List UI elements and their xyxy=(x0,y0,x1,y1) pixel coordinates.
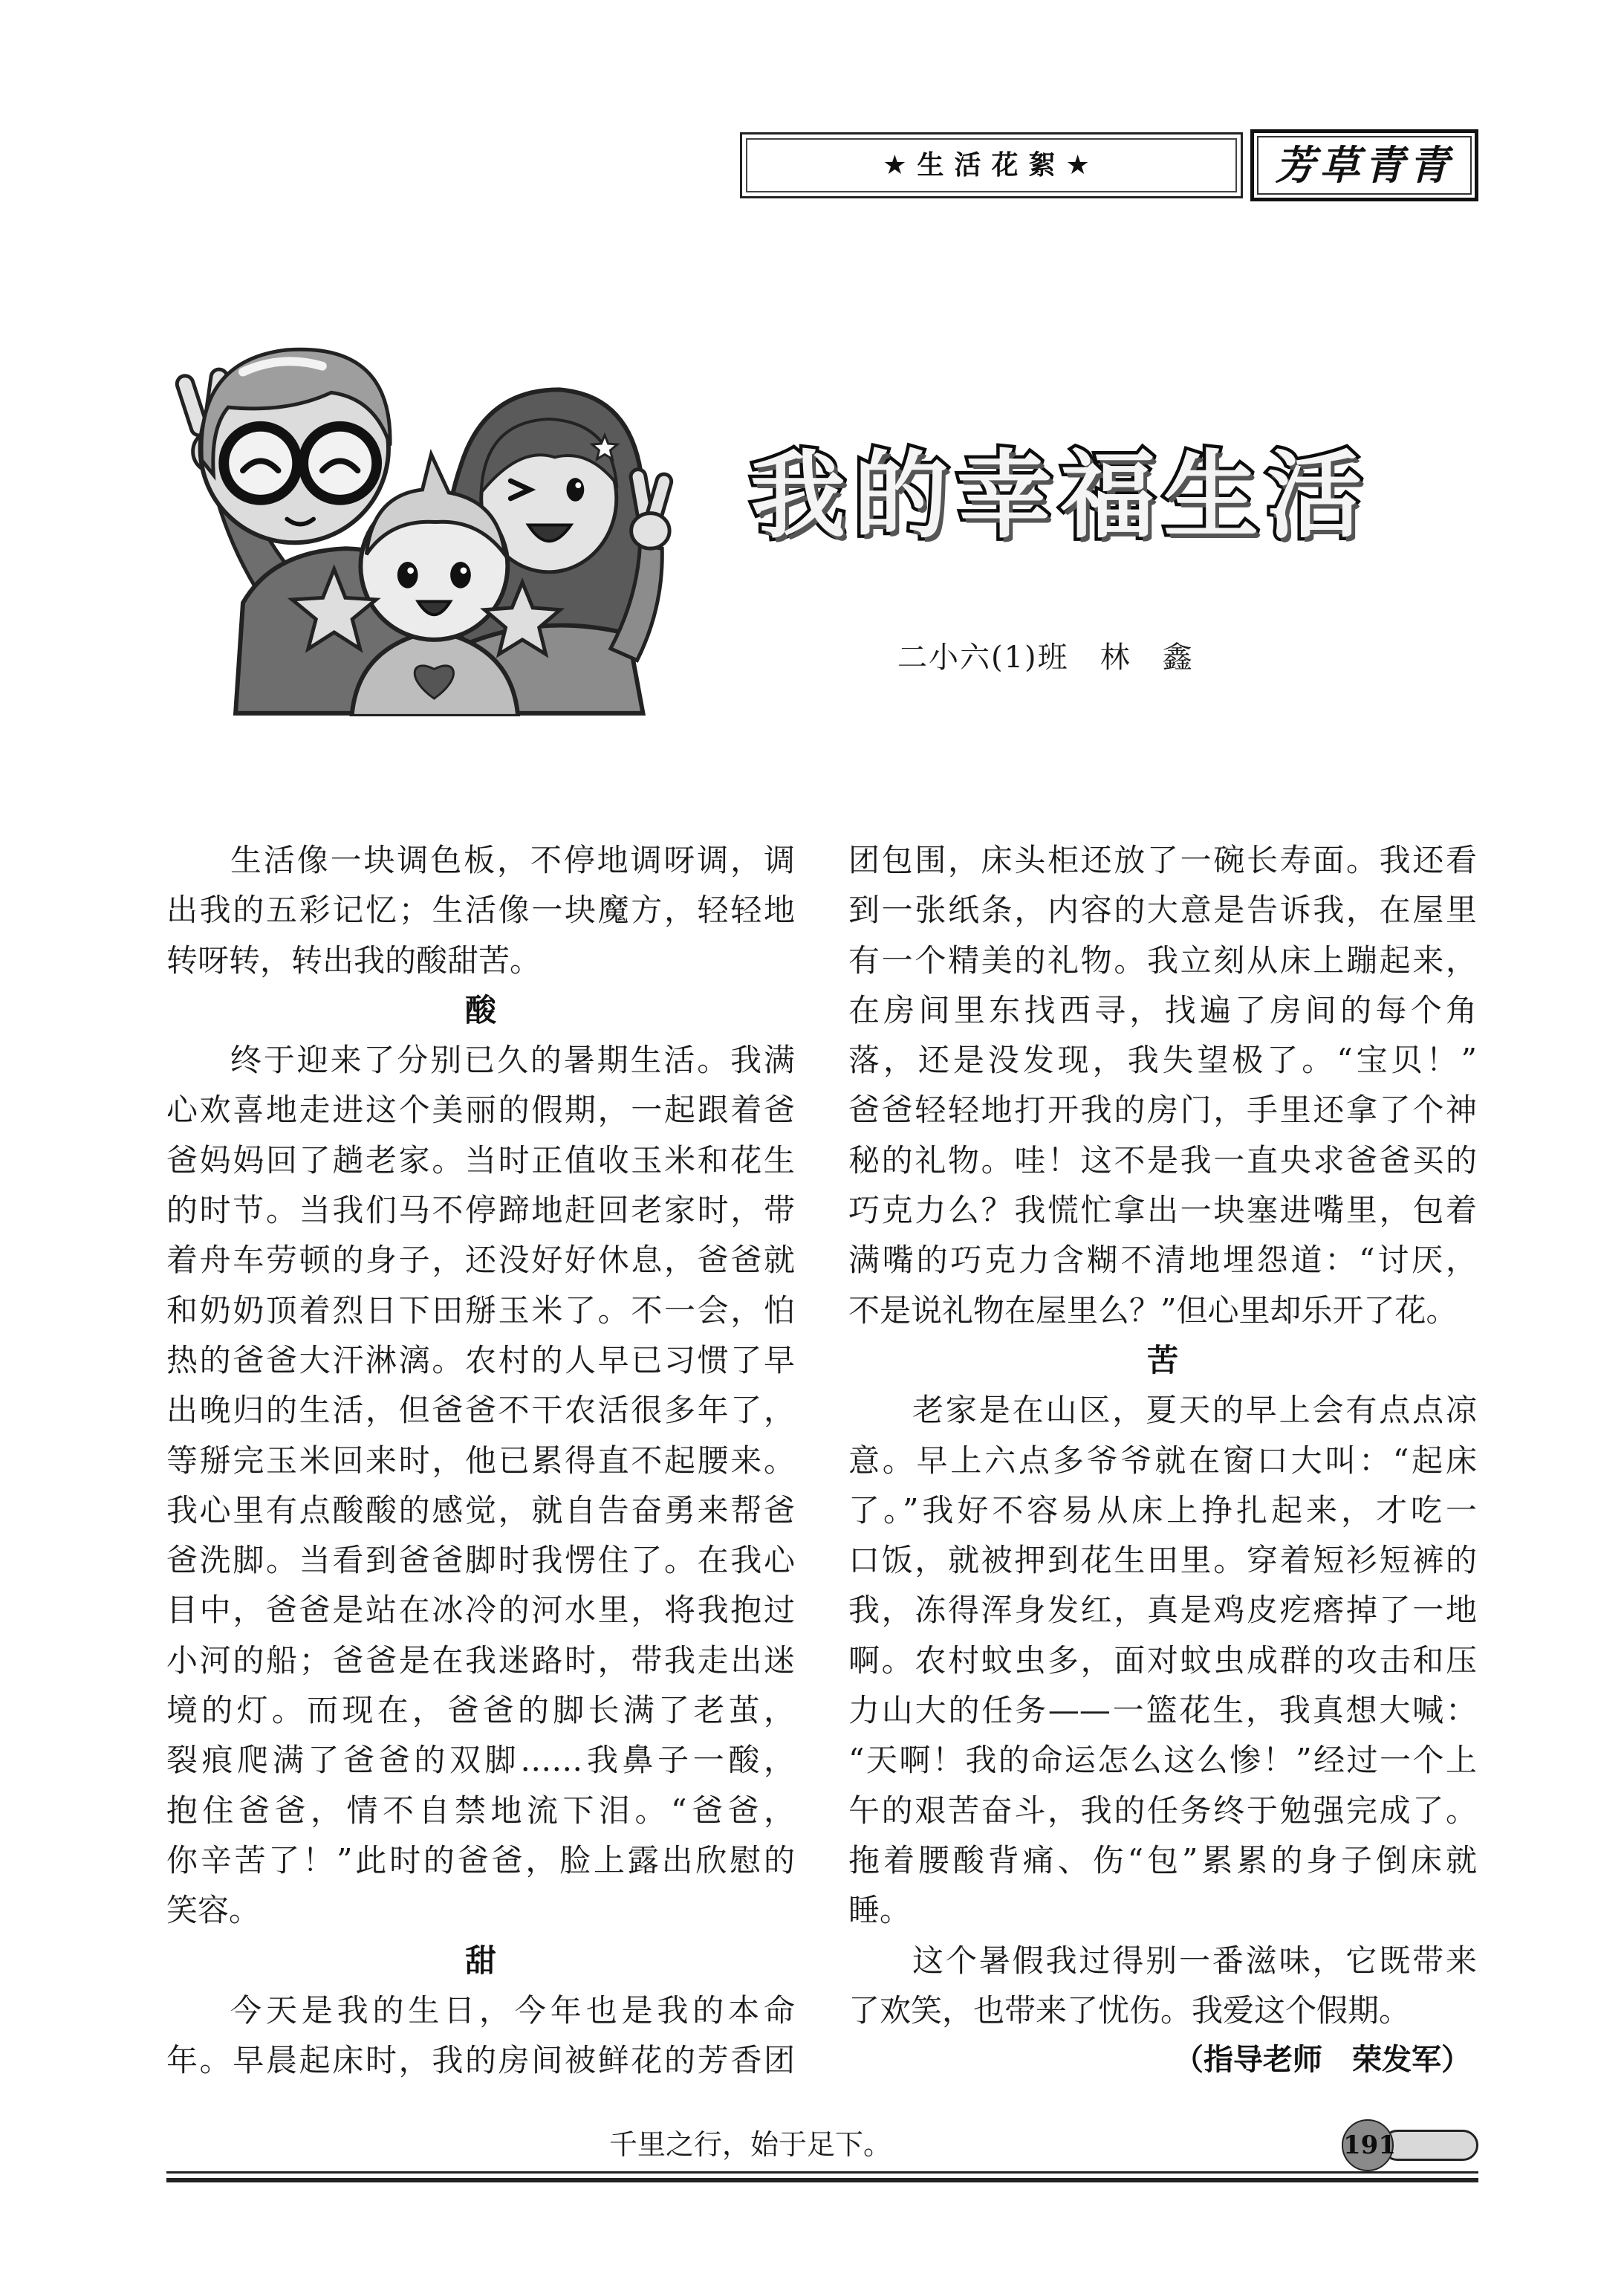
section-heading-sweet: 甜 xyxy=(464,1942,496,1979)
body-line: 裂痕爬满了爸爸的双脚……我鼻子一酸， xyxy=(166,1742,795,1779)
body-line: 爸洗脚。当看到爸爸脚时我愣住了。在我心 xyxy=(166,1542,795,1579)
body-line: 年。早晨起床时，我的房间被鲜花的芳香团 xyxy=(166,2042,795,2079)
body-line: 力山大的任务——一篮花生，我真想大喊： xyxy=(848,1692,1477,1729)
page-number: 191 xyxy=(1342,2119,1394,2171)
body-line: 口饭，就被押到花生田里。穿着短衫短裤的 xyxy=(848,1542,1477,1579)
section-heading-sour: 酸 xyxy=(464,991,496,1028)
body-line: 终于迎来了分别已久的暑期生活。我满 xyxy=(230,1042,795,1079)
body-line: 老家是在山区，夏天的早上会有点点凉 xyxy=(912,1392,1477,1429)
body-line: 抱住爸爸，情不自禁地流下泪。“爸爸， xyxy=(166,1792,795,1829)
body-line: 团包围，床头柜还放了一碗长寿面。我还看 xyxy=(848,842,1477,878)
page-number-tab xyxy=(1382,2130,1478,2161)
body-line: 我，冻得浑身发红，真是鸡皮疙瘩掉了一地 xyxy=(848,1592,1477,1629)
body-line: 今天是我的生日，今年也是我的本命 xyxy=(230,1991,795,2029)
body-line: 等掰完玉米回来时，他已累得直不起腰来。 xyxy=(166,1442,795,1479)
footer-rule-thick xyxy=(166,2178,1478,2182)
body-line: 啊。农村蚊虫多，面对蚊虫成群的攻击和压 xyxy=(848,1641,1477,1679)
mom-peace-hand xyxy=(630,468,673,548)
family-illustration xyxy=(169,331,677,716)
body-line: 的时节。当我们马不停蹄地赶回老家时，带 xyxy=(166,1192,795,1229)
body-line: 了欢笑，也带来了忧伤。我爱这个假期。 xyxy=(848,1991,1411,2029)
body-line: 满嘴的巧克力含糊不清地埋怨道：“讨厌， xyxy=(848,1242,1477,1279)
body-line: 不是说礼物在屋里么？”但心里却乐开了花。 xyxy=(848,1291,1458,1329)
article-author: 二小六(1)班 林 鑫 xyxy=(897,641,1194,675)
mom-open-eye xyxy=(567,478,585,502)
body-line: 和奶奶顶着烈日下田掰玉米了。不一会，怕 xyxy=(166,1291,795,1329)
body-line: 午的艰苦奋斗，我的任务终于勉强完成了。 xyxy=(848,1792,1477,1829)
body-line: 在房间里东找西寻，找遍了房间的每个角 xyxy=(848,991,1477,1028)
body-line: 有一个精美的礼物。我立刻从床上蹦起来， xyxy=(848,941,1477,979)
section-heading-bitter: 苦 xyxy=(1146,1341,1178,1378)
body-line: 小河的船；爸爸是在我迷路时，带我走出迷 xyxy=(166,1641,795,1679)
body-line: 爸爸轻轻地打开我的房门，手里还拿了个神 xyxy=(848,1092,1477,1129)
body-line: 这个暑假我过得别一番滋味，它既带来 xyxy=(912,1942,1477,1979)
body-line: 秘的礼物。哇！这不是我一直央求爸爸买的 xyxy=(848,1141,1477,1179)
body-line: 目中，爸爸是站在冰冷的河水里，将我抱过 xyxy=(166,1592,795,1629)
body-line: 生活像一块调色板，不停地调呀调，调 xyxy=(230,842,795,878)
body-line: 出晚归的生活，但爸爸不干农活很多年了， xyxy=(166,1392,795,1429)
right-column xyxy=(848,835,1477,2085)
left-column xyxy=(166,835,795,2085)
footer-motto: 千里之行，始于足下。 xyxy=(608,2128,891,2161)
body-line: 睡。 xyxy=(848,1892,912,1929)
body-line: 心欢喜地走进这个美丽的假期，一起跟着爸 xyxy=(166,1092,795,1129)
body-line: 了。”我好不容易从床上挣扎起来，才吃一 xyxy=(848,1491,1477,1529)
body-line: 你辛苦了！”此时的爸爸，脸上露出欣慰的 xyxy=(166,1841,795,1879)
body-line: 巧克力么？我慌忙拿出一块塞进嘴里，包着 xyxy=(848,1192,1477,1229)
section-header-box xyxy=(740,132,1243,198)
body-line: 拖着腰酸背痛、伤“包”累累的身子倒床就 xyxy=(848,1841,1477,1879)
body-line: 笑容。 xyxy=(166,1892,261,1929)
body-line: 爸妈妈回了趟老家。当时正值收玉米和花生 xyxy=(166,1141,795,1179)
body-line: 着舟车劳顿的身子，还没好好休息，爸爸就 xyxy=(166,1242,795,1279)
section-label: ★生活花絮★ xyxy=(883,150,1100,181)
body-line: 境的灯。而现在，爸爸的脚长满了老茧， xyxy=(166,1692,795,1729)
body-line: 热的爸爸大汗淋漓。农村的人早已习惯了早 xyxy=(166,1341,795,1378)
body-line: 出我的五彩记忆；生活像一块魔方，轻轻地 xyxy=(166,892,795,929)
column-name: 芳草青青 xyxy=(1275,141,1454,189)
body-line: 到一张纸条，内容的大意是告诉我，在屋里 xyxy=(848,892,1477,929)
body-line: 我心里有点酸酸的感觉，就自告奋勇来帮爸 xyxy=(166,1491,795,1529)
body-line: 落，还是没发现，我失望极了。“宝贝！” xyxy=(848,1042,1477,1079)
article-title: 我的幸福生活 xyxy=(750,441,1371,551)
column-name-box xyxy=(1250,129,1478,201)
body-line: “天啊！我的命运怎么这么惨！”经过一个上 xyxy=(848,1742,1477,1779)
teacher-signature: （指导老师 荣发军） xyxy=(1174,2043,1471,2078)
body-line: 意。早上六点多爷爷就在窗口大叫：“起床 xyxy=(848,1442,1477,1479)
body-line: 转呀转，转出我的酸甜苦。 xyxy=(166,941,542,979)
footer-rule-thin xyxy=(166,2171,1478,2174)
